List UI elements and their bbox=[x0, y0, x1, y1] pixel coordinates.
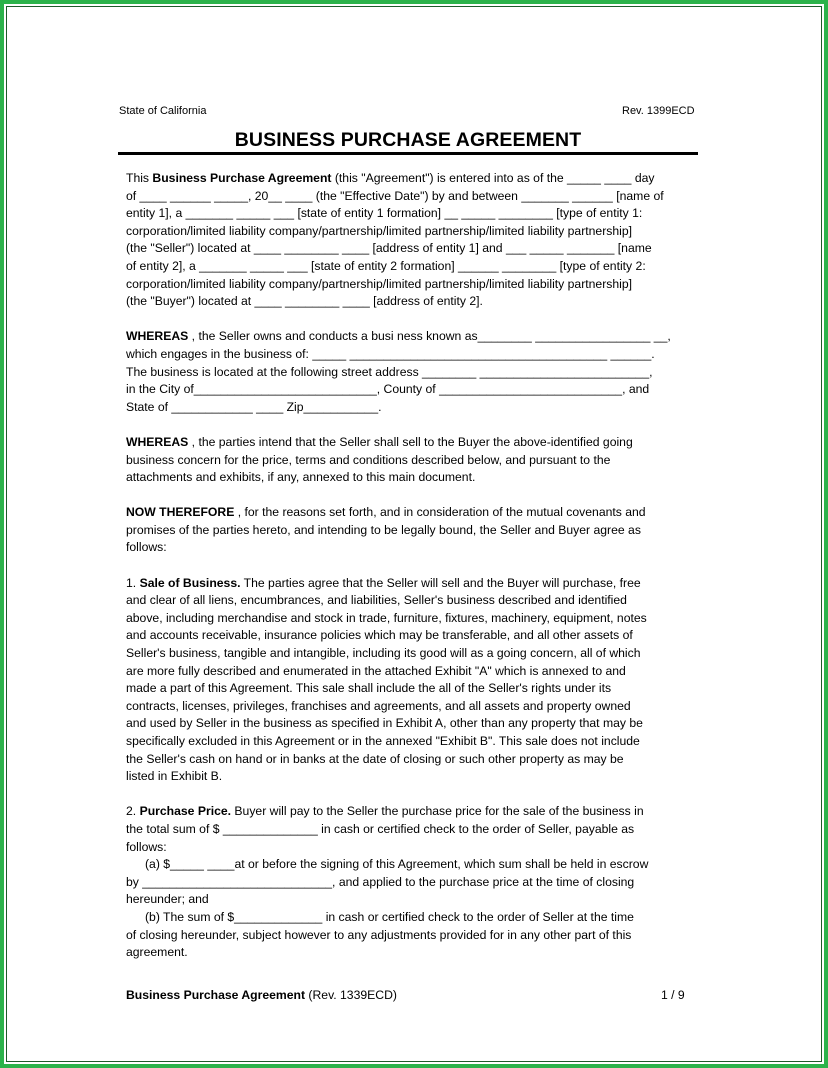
footer-title: Business Purchase Agreement (Rev. 1339ECD) bbox=[126, 988, 397, 1002]
whereas-paragraph-1: WHEREAS , the Seller owns and conducts a busi ness known as________ _________________ __, which engages in the business of: _____ ______________________________________ ______. The business is located at the following street address ________ _________________________, in the City of___________________________, County of ___________________________, and State of ____________ ____ Zip___________. bbox=[126, 329, 671, 414]
intro-line: of ____ ______ _____, 20__ ____ (the "Effective Date") by and between _______ ______ [name of bbox=[126, 188, 664, 203]
section-2-purchase-price: 2. Purchase Price. Buyer will pay to the Seller the purchase price for the sale of the business in the total sum of $ ______________ in cash or certified check to the order of Seller, payable as follows: (a) $_____ ____at or before the signing of this Agreement, which sum shall be held in escrow by ____________________________, and applied to the purchase price at the time of closing hereunder; and (b) The sum of $_____________ in cash or certified check to the order of Seller at the time of closing hereunder, subject however to any adjustments provided for in any other part of this agreement. bbox=[126, 804, 649, 960]
intro-line: entity 1], a _______ _____ ___ [state of entity 1 formation] __ _____ ________ [type of entity 1: bbox=[126, 206, 643, 221]
document-title: BUSINESS PURCHASE AGREEMENT bbox=[234, 129, 582, 151]
title-rule bbox=[118, 152, 698, 155]
intro-line: This Business Purchase Agreement (this "Agreement") is entered into as of the _____ ____ day bbox=[126, 171, 655, 185]
section-1-sale-of-business: 1. Sale of Business. The parties agree that the Seller will sell and the Buyer will purchase, free and clear of all liens, encumbrances, and liabilities, Seller's business described and identified above, including merchandise and stock in trade, furniture, fixtures, machinery, equipment, notes and accounts receivable, insurance policies which may be transferable, and all other assets of Seller's business, tangible and intangible, including its good will as a going concern, all of which are more fully described and enumerated in the attached Exhibit "A" which is annexed to and made a part of this Agreement. This sale shall include the all of the Seller's rights under its contracts, licenses, privileges, franchises and agreements, and all assets and property owned and used by Seller in the business as specified in Exhibit A, other than any property that may be specifically excluded in this Agreement or in the annexed "Exhibit B". This sale does not include the Seller's cash on hand or in banks at the date of closing or such other property as may be listed in Exhibit B. bbox=[126, 575, 647, 784]
intro-line: of entity 2], a _______ _____ ___ [state of entity 2 formation] ______ ________ [type of entity 2: bbox=[126, 258, 646, 273]
intro-line: corporation/limited liability company/partnership/limited partnership/limited liability partnership] bbox=[126, 223, 633, 238]
now-therefore-paragraph: NOW THEREFORE , for the reasons set forth, and in consideration of the mutual covenants and promises of the parties hereto, and intending to be legally bound, the Seller and Buyer agree as follows: bbox=[126, 505, 646, 555]
document-body bbox=[126, 170, 698, 962]
intro-line: (the "Buyer") located at ____ ________ ____ [address of entity 2]. bbox=[126, 294, 483, 309]
header-revision: Rev. 1399ECD bbox=[622, 105, 695, 117]
header-state: State of California bbox=[119, 105, 207, 117]
intro-line: (the "Seller") located at ____ ________ ____ [address of entity 1] and ___ _____ _______ [name bbox=[126, 241, 652, 256]
intro-paragraph bbox=[126, 170, 698, 311]
page-number: 1 / 9 bbox=[661, 988, 685, 1002]
intro-line: corporation/limited liability company/partnership/limited partnership/limited liability partnership] bbox=[126, 276, 633, 291]
whereas-paragraph-2: WHEREAS , the parties intend that the Seller shall sell to the Buyer the above-identified going business concern for the price, terms and conditions described below, and pursuant to the attachments and exhibits, if any, annexed to this main document. bbox=[126, 434, 633, 485]
